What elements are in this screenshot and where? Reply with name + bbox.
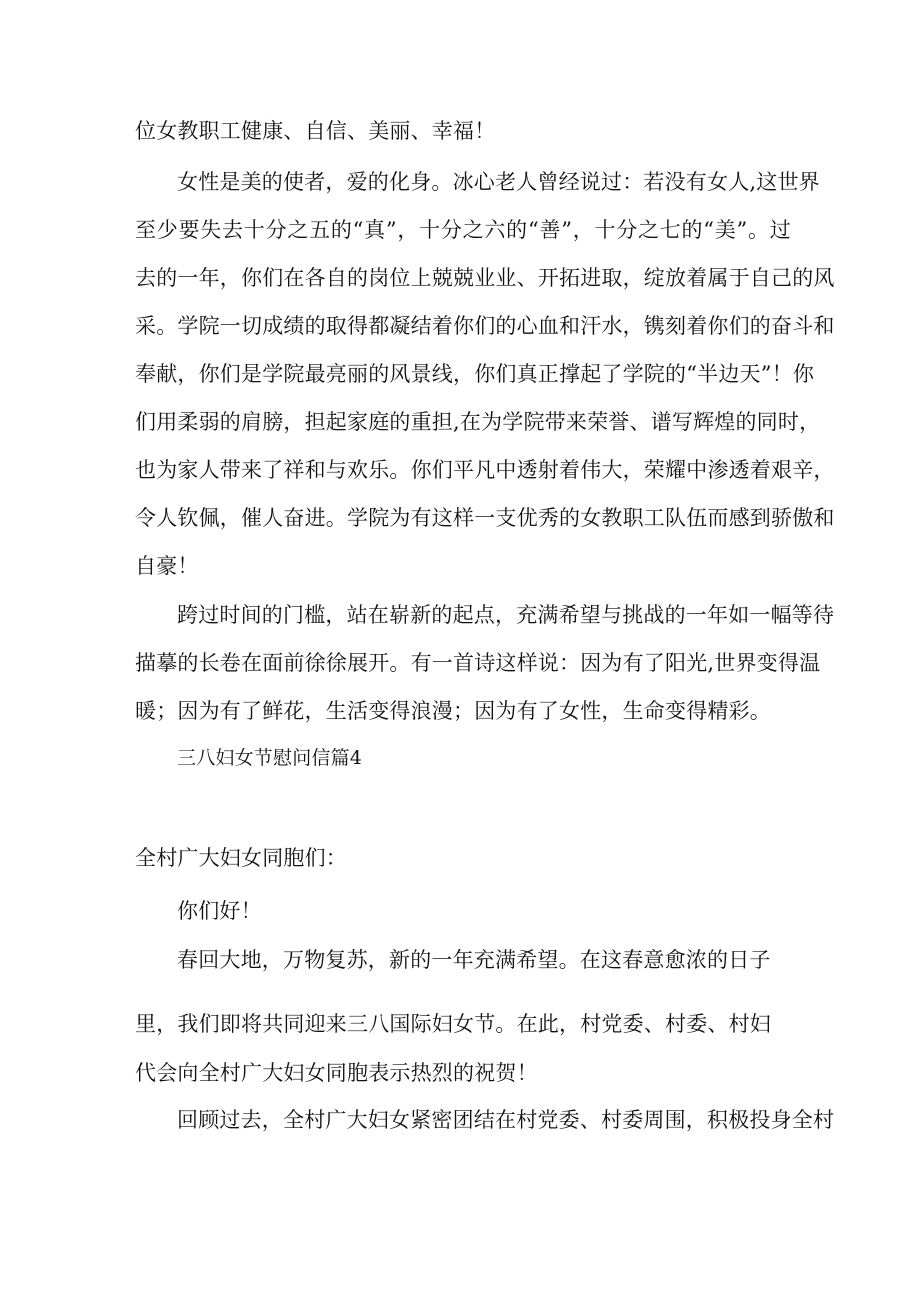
paragraph-line: 暖；因为有了鲜花，生活变得浪漫；因为有了女性，生命变得精彩。 bbox=[135, 699, 771, 723]
paragraph-line: 里，我们即将共同迎来三八国际妇女节。在此，村党委、村委、村妇 bbox=[135, 1012, 771, 1036]
paragraph-line: 采。学院一切成绩的取得都凝结着你们的心血和汗水，镌刻着你们的奋斗和 bbox=[135, 314, 835, 338]
paragraph-line: 描摹的长卷在面前徐徐展开。有一首诗这样说：因为有了阳光,世界变得温 bbox=[135, 651, 821, 675]
paragraph-line: 令人钦佩，催人奋进。学院为有这样一支优秀的女教职工队伍而感到骄傲和 bbox=[135, 506, 835, 530]
greeting: 你们好！ bbox=[177, 899, 262, 923]
paragraph-line: 代会向全村广大妇女同胞表示热烈的祝贺！ bbox=[135, 1061, 538, 1085]
paragraph-line: 至少要失去十分之五的“真”，十分之六的“善”，十分之七的“美”。过 bbox=[135, 218, 791, 242]
paragraph-line: 们用柔弱的肩膀，担起家庭的重担,在为学院带来荣誉、谱写辉煌的同时， bbox=[135, 410, 821, 434]
paragraph-line: 去的一年，你们在各自的岗位上兢兢业业、开拓进取，绽放着属于自己的风 bbox=[135, 266, 835, 290]
paragraph-line: 女性是美的使者，爱的化身。冰心老人曾经说过：若没有女人,这世界 bbox=[177, 170, 820, 194]
closing-line: 位女教职工健康、自信、美丽、幸福！ bbox=[135, 119, 496, 143]
salutation: 全村广大妇女同胞们： bbox=[135, 846, 347, 870]
paragraph-line: 跨过时间的门槛，站在崭新的起点，充满希望与挑战的一年如一幅等待 bbox=[177, 603, 835, 627]
paragraph-line: 回顾过去，全村广大妇女紧密团结在村党委、村委周围，积极投身全村 bbox=[177, 1108, 835, 1132]
section-title: 三八妇女节慰问信篇4 bbox=[177, 747, 363, 769]
paragraph-line: 奉献，你们是学院最亮丽的风景线，你们真正撑起了学院的“半边天”！你 bbox=[135, 362, 815, 386]
paragraph-line: 春回大地，万物复苏，新的一年充满希望。在这春意愈浓的日子 bbox=[177, 948, 771, 972]
paragraph-line: 自豪！ bbox=[135, 554, 199, 578]
paragraph-line: 也为家人带来了祥和与欢乐。你们平凡中透射着伟大，荣耀中渗透着艰辛， bbox=[135, 458, 835, 482]
